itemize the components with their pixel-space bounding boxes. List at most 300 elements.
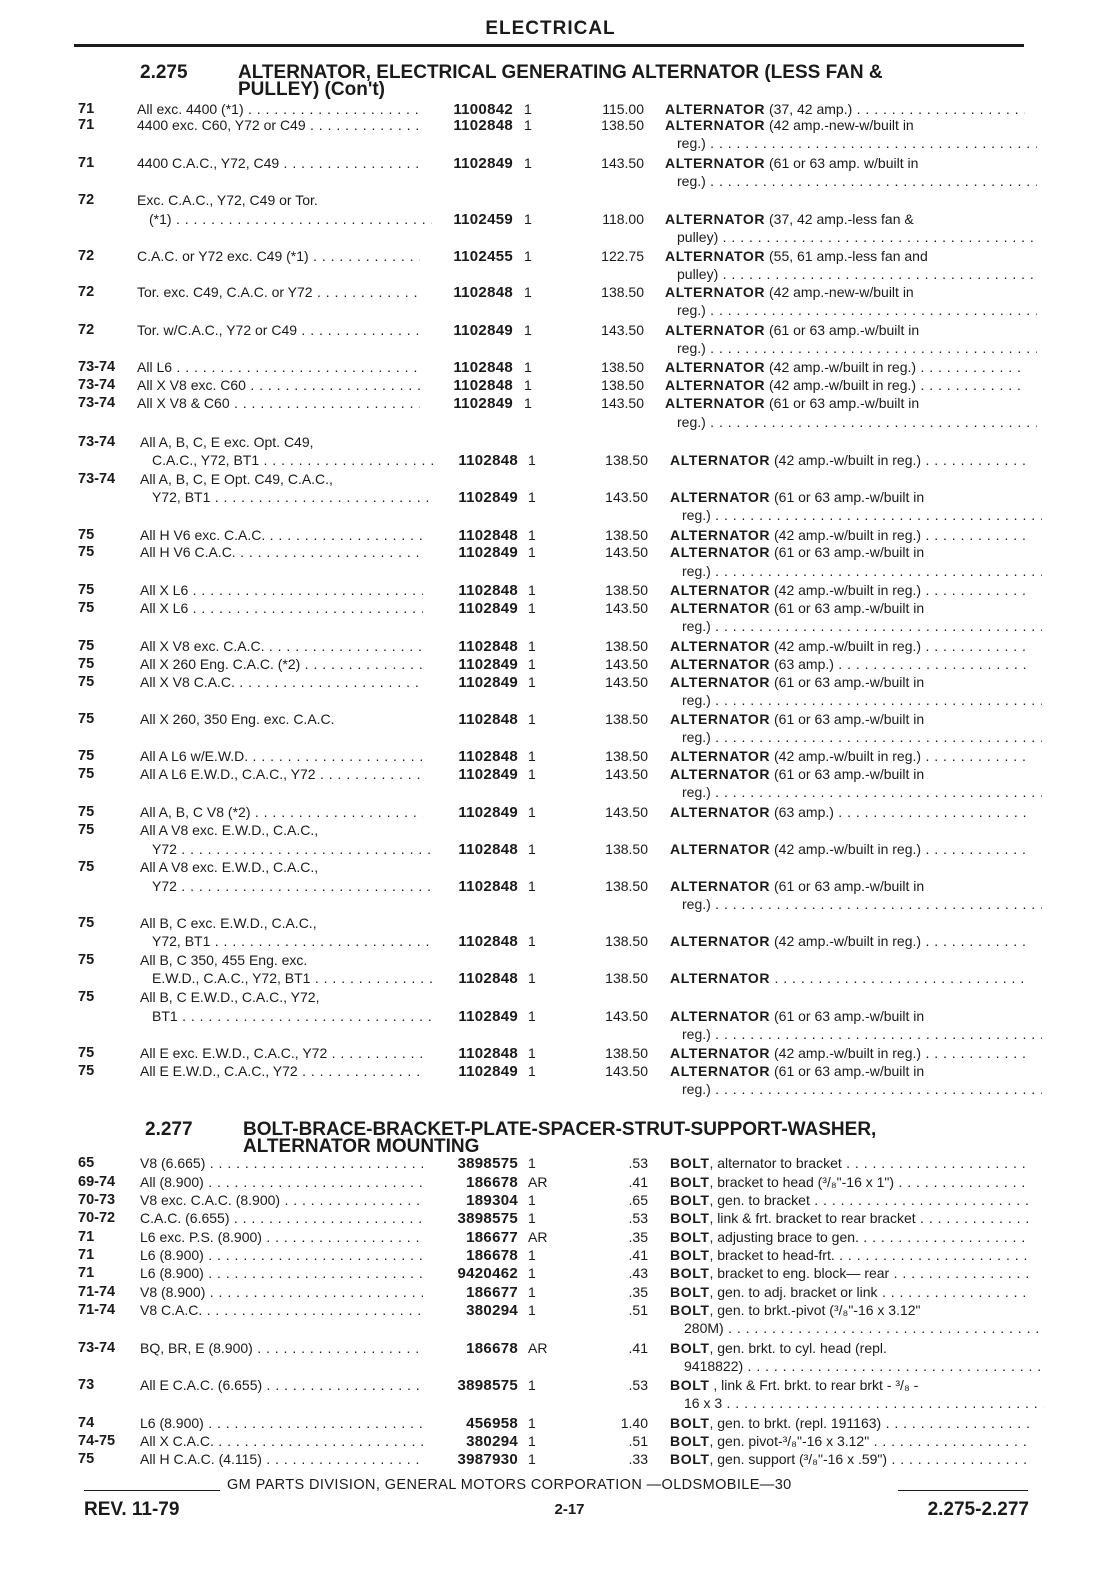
model-year: 75	[78, 600, 95, 616]
table-row	[0, 1062, 1105, 1081]
description	[670, 728, 1042, 747]
part-name: BOLT	[670, 1247, 710, 1263]
description	[670, 1154, 1030, 1173]
table-row	[0, 451, 1105, 470]
description-text: (61 or 63 amp.-w/built in	[770, 489, 925, 505]
part-number: 380294	[466, 1433, 518, 1450]
part-number: 1102849	[458, 766, 518, 783]
quantity: 1	[528, 582, 536, 598]
model-year: 71	[78, 1229, 95, 1245]
quantity: 1	[528, 1192, 536, 1208]
part-name: BOLT	[670, 1377, 710, 1393]
table-row	[0, 1007, 1105, 1026]
part-name: ALTERNATOR	[670, 674, 771, 690]
table-row	[0, 506, 1105, 525]
part-number: 1102848	[458, 878, 518, 895]
part-number: 456958	[466, 1415, 518, 1432]
description-text: (42 amp.-new-w/built in	[765, 117, 914, 133]
description-text: (37, 42 amp.-less fan &	[765, 211, 914, 227]
description	[670, 581, 1030, 600]
description	[670, 637, 1030, 656]
description	[670, 506, 1042, 525]
quantity: 1	[528, 638, 536, 654]
footer-publisher: GM PARTS DIVISION, GENERAL MOTORS CORPORATION —OLDSMOBILE—30	[227, 1477, 792, 1493]
quantity: 1	[528, 1451, 536, 1467]
model-year: 75	[78, 952, 95, 968]
quantity: 1	[528, 711, 536, 727]
model-year: 75	[78, 638, 95, 654]
description-text: reg.) . . .	[677, 135, 1037, 151]
description	[665, 210, 1025, 229]
quantity: 1	[528, 878, 536, 894]
price: 138.50	[605, 527, 648, 543]
description	[670, 1357, 1044, 1376]
application: All H C.A.C. (4.115) . . .	[140, 1450, 423, 1469]
part-number: 1102849	[453, 155, 513, 172]
table-row	[0, 172, 1105, 191]
section-number: 2.277	[145, 1119, 193, 1140]
description-text: , link & frt. bracket to rear bracket . . .	[709, 1210, 1030, 1226]
part-number: 1102459	[453, 211, 513, 228]
price: .43	[628, 1265, 648, 1281]
part-name: ALTERNATOR	[670, 878, 771, 894]
price: 143.50	[605, 489, 648, 505]
application: Exc. C.A.C., Y72, C49 or Tor.	[137, 192, 318, 208]
footer-section-range: 2.275-2.277	[927, 1499, 1029, 1520]
application: All X V8 C.A.C. . . .	[140, 673, 423, 692]
application: All X V8 exc. C60 . . .	[137, 376, 420, 395]
application: L6 (8.900) . . .	[140, 1246, 423, 1265]
part-number: 3987930	[457, 1451, 518, 1468]
price: 138.50	[605, 748, 648, 764]
description	[665, 339, 1037, 358]
description	[670, 747, 1030, 766]
description	[665, 394, 1025, 413]
price: 138.50	[605, 1045, 648, 1061]
application: All exc. 4400 (*1) . . .	[137, 100, 420, 119]
part-name: ALTERNATOR	[665, 322, 766, 338]
application: All X C.A.C. . . .	[140, 1432, 423, 1451]
description-text: (61 or 63 amp.-w/built in	[765, 395, 920, 411]
part-name: ALTERNATOR	[665, 284, 766, 300]
model-year: 65	[78, 1155, 95, 1171]
description	[670, 451, 1030, 470]
description	[670, 562, 1042, 581]
quantity: 1	[528, 1155, 536, 1171]
application: 4400 exc. C60, Y72 or C49 . . .	[137, 116, 420, 135]
table-row	[0, 339, 1105, 358]
part-name: ALTERNATOR	[670, 600, 771, 616]
part-name: BOLT	[670, 1433, 710, 1449]
description-text: reg.) . . .	[677, 340, 1037, 356]
price: 118.00	[602, 211, 644, 227]
application: Y72, BT1 . . .	[140, 932, 435, 951]
quantity: 1	[528, 841, 536, 857]
part-number: 1102849	[453, 395, 513, 412]
application: C.A.C. (6.655) . . .	[140, 1209, 423, 1228]
model-year: 75	[78, 748, 95, 764]
quantity: 1	[528, 452, 536, 468]
description	[670, 877, 1030, 896]
part-name: ALTERNATOR	[665, 248, 766, 264]
description-text: pulley) . . .	[677, 229, 1037, 245]
part-number: 1102849	[458, 544, 518, 561]
application: All B, C 350, 455 Eng. exc.	[140, 952, 308, 968]
part-name: ALTERNATOR	[670, 748, 771, 764]
price: 138.50	[605, 711, 648, 727]
description-text: (42 amp.-w/built in reg.) . . .	[770, 638, 1030, 654]
table-row	[0, 470, 1105, 489]
description-text: (42 amp.-w/built in reg.) . . .	[770, 527, 1030, 543]
model-year: 75	[78, 1451, 95, 1467]
model-year: 75	[78, 1045, 95, 1061]
description-text: , bracket to eng. block— rear . . .	[709, 1265, 1030, 1281]
price: .53	[628, 1377, 648, 1393]
description-text: reg.) . . .	[682, 896, 1042, 912]
part-name: BOLT	[670, 1155, 710, 1171]
table-row	[0, 914, 1105, 933]
part-name: BOLT	[670, 1340, 710, 1356]
quantity: 1	[528, 748, 536, 764]
price: .65	[628, 1192, 648, 1208]
description-text: (42 amp.-w/built in reg.) . . .	[770, 841, 1030, 857]
description-text: (42 amp.-w/built in reg.) . . .	[770, 1045, 1030, 1061]
description-text: (61 or 63 amp.-w/built in	[770, 766, 925, 782]
table-row	[0, 728, 1105, 747]
part-name: ALTERNATOR	[670, 841, 771, 857]
description-text: , gen. support (³/₈"-16 x .59") . . .	[709, 1451, 1030, 1467]
application: All A L6 w/E.W.D. . . .	[140, 747, 423, 766]
part-name: BOLT	[670, 1229, 710, 1245]
description	[670, 1301, 1030, 1320]
part-name: ALTERNATOR	[670, 489, 771, 505]
quantity: 1	[528, 1265, 536, 1281]
table-row	[0, 673, 1105, 692]
table-row	[0, 376, 1105, 395]
part-number: 1102849	[458, 489, 518, 506]
model-year: 72	[78, 322, 95, 338]
description-text: 280M) . . .	[684, 1320, 1044, 1336]
table-row	[0, 803, 1105, 822]
description	[665, 172, 1037, 191]
price: .53	[628, 1155, 648, 1171]
price: 143.50	[601, 322, 644, 338]
footer-rule-right	[898, 1490, 1028, 1491]
quantity: 1	[528, 933, 536, 949]
application: L6 (8.900) . . .	[140, 1264, 423, 1283]
part-name: BOLT	[670, 1265, 710, 1281]
page-number: 2-17	[554, 1501, 585, 1518]
table-row	[0, 247, 1105, 266]
model-year: 75	[78, 527, 95, 543]
quantity: 1	[528, 1377, 536, 1393]
price: 138.50	[605, 638, 648, 654]
quantity: 1	[528, 766, 536, 782]
part-name: ALTERNATOR	[670, 527, 771, 543]
table-row	[0, 210, 1105, 229]
table-row	[0, 1228, 1105, 1247]
description-text: , bracket to head (³/₈"-16 x 1") . . .	[709, 1174, 1030, 1190]
application: All A L6 E.W.D., C.A.C., Y72 . . .	[140, 765, 423, 784]
table-row	[0, 1450, 1105, 1469]
description-text: (61 or 63 amp.-w/built in	[770, 1063, 925, 1079]
table-row	[0, 1044, 1105, 1063]
quantity: 1	[528, 656, 536, 672]
model-year: 73-74	[78, 1340, 116, 1356]
quantity: AR	[528, 1174, 548, 1190]
description-text: (61 or 63 amp. w/built in	[765, 155, 919, 171]
footer-rule-left	[84, 1490, 220, 1491]
price: 138.50	[605, 452, 648, 468]
table-row	[0, 1414, 1105, 1433]
part-number: 1102849	[458, 600, 518, 617]
description-text: (42 amp.-w/built in reg.) . . .	[765, 377, 1025, 393]
price: 138.50	[601, 117, 644, 133]
price: 138.50	[601, 377, 644, 393]
application: All B, C E.W.D., C.A.C., Y72,	[140, 989, 320, 1005]
price: 143.50	[605, 674, 648, 690]
model-year: 75	[78, 674, 95, 690]
part-number: 1102848	[458, 638, 518, 655]
section-title-line: PULLEY) (Con't)	[238, 79, 385, 100]
part-name: ALTERNATOR	[665, 211, 766, 227]
table-row	[0, 283, 1105, 302]
description	[665, 358, 1025, 377]
part-number: 1102849	[458, 1008, 518, 1025]
model-year: 75	[78, 859, 95, 875]
description	[665, 265, 1037, 284]
price: 143.50	[605, 600, 648, 616]
price: .51	[628, 1302, 648, 1318]
description-text: reg.) . . .	[682, 692, 1042, 708]
quantity: 1	[524, 395, 532, 411]
description	[665, 283, 1025, 302]
description	[670, 1173, 1030, 1192]
part-number: 1102848	[458, 748, 518, 765]
quantity: 1	[524, 322, 532, 338]
description	[670, 1414, 1030, 1433]
quantity: 1	[528, 600, 536, 616]
description	[665, 413, 1037, 432]
price: .41	[628, 1247, 648, 1263]
part-name: ALTERNATOR	[665, 395, 766, 411]
description	[670, 1339, 1030, 1358]
description	[670, 1062, 1030, 1081]
table-row	[0, 1339, 1105, 1358]
table-row	[0, 1319, 1105, 1338]
description-text: 9418822) . . .	[684, 1358, 1044, 1374]
section-title	[238, 64, 883, 98]
part-name: ALTERNATOR	[670, 544, 771, 560]
model-year: 69-74	[78, 1174, 116, 1190]
part-number: 1102849	[458, 1063, 518, 1080]
model-year: 75	[78, 915, 95, 931]
description-text: (42 amp.-w/built in reg.) . . .	[770, 748, 1030, 764]
description	[670, 1319, 1044, 1338]
application: V8 C.A.C. . . .	[140, 1301, 423, 1320]
table-row	[0, 433, 1105, 452]
description	[670, 691, 1042, 710]
table-row	[0, 394, 1105, 413]
header-rule	[74, 44, 1024, 47]
description-text: , bracket to head-frt. . . .	[709, 1247, 1030, 1263]
description-text: (42 amp.-w/built in reg.) . . .	[770, 933, 1030, 949]
part-name: BOLT	[670, 1302, 710, 1318]
price: 138.50	[605, 970, 648, 986]
table-row	[0, 321, 1105, 340]
table-row	[0, 858, 1105, 877]
header-title: ELECTRICAL	[485, 18, 616, 39]
description	[670, 1450, 1030, 1469]
table-row	[0, 691, 1105, 710]
price: 122.75	[601, 248, 644, 264]
application: 4400 C.A.C., Y72, C49 . . .	[137, 154, 420, 173]
part-number: 9420462	[457, 1265, 518, 1282]
description	[665, 247, 1025, 266]
description-text: (42 amp.-new-w/built in	[765, 284, 914, 300]
description	[670, 1394, 1044, 1413]
model-year: 73-74	[78, 395, 116, 411]
application: All A, B, C, E exc. Opt. C49,	[140, 434, 314, 450]
quantity: 1	[524, 211, 532, 227]
part-name: BOLT	[670, 1415, 710, 1431]
description-text: reg.) . . .	[677, 414, 1037, 430]
description-text: reg.) . . .	[682, 507, 1042, 523]
price: 138.50	[605, 933, 648, 949]
part-number: 1102848	[453, 284, 513, 301]
model-year: 70-73	[78, 1192, 116, 1208]
table-row	[0, 1191, 1105, 1210]
description	[665, 321, 1025, 340]
table-row	[0, 1080, 1105, 1099]
description-text: (42 amp.-w/built in reg.) . . .	[765, 359, 1025, 375]
table-row	[0, 1209, 1105, 1228]
application: All X L6 . . .	[140, 581, 423, 600]
application: All A, B, C V8 (*2) . . .	[140, 803, 423, 822]
quantity: 1	[524, 284, 532, 300]
part-number: 1102848	[453, 377, 513, 394]
description	[665, 134, 1037, 153]
application: All (8.900) . . .	[140, 1173, 423, 1192]
table-row	[0, 1301, 1105, 1320]
description	[665, 154, 1025, 173]
description	[670, 488, 1030, 507]
part-number: 186677	[466, 1229, 518, 1246]
application: All L6 . . .	[137, 358, 420, 377]
price: .35	[628, 1284, 648, 1300]
application: E.W.D., C.A.C., Y72, BT1 . . .	[140, 969, 435, 988]
part-number: 1102848	[453, 359, 513, 376]
price: .41	[628, 1340, 648, 1356]
application: Y72 . . .	[140, 877, 435, 896]
model-year: 71	[78, 1247, 95, 1263]
model-year: 75	[78, 822, 95, 838]
application: All X L6 . . .	[140, 599, 423, 618]
description	[670, 1283, 1030, 1302]
application: All B, C exc. E.W.D., C.A.C.,	[140, 915, 317, 931]
model-year: 73-74	[78, 434, 116, 450]
application: V8 (6.665) . . .	[140, 1154, 423, 1173]
part-number: 1102848	[458, 841, 518, 858]
quantity: 1	[528, 1247, 536, 1263]
description	[670, 969, 1030, 988]
description	[670, 803, 1030, 822]
part-number: 1102848	[458, 582, 518, 599]
part-number: 1102848	[458, 452, 518, 469]
part-name: ALTERNATOR	[670, 452, 771, 468]
quantity: 1	[528, 1415, 536, 1431]
application: All X V8 exc. C.A.C. . . .	[140, 637, 423, 656]
model-year: 72	[78, 192, 95, 208]
section-title	[243, 1121, 876, 1155]
description-text: (63 amp.) . . .	[770, 656, 1030, 672]
description-text: , alternator to bracket . . .	[709, 1155, 1030, 1171]
part-number: 1102848	[453, 117, 513, 134]
application: BQ, BR, E (8.900) . . .	[140, 1339, 423, 1358]
price: 138.50	[605, 582, 648, 598]
quantity: 1	[528, 674, 536, 690]
part-number: 1102849	[458, 804, 518, 821]
table-row	[0, 1432, 1105, 1451]
part-number: 3898575	[457, 1155, 518, 1172]
table-row	[0, 932, 1105, 951]
description	[670, 1376, 1030, 1395]
table-row	[0, 1025, 1105, 1044]
model-year: 70-72	[78, 1210, 116, 1226]
quantity: 1	[524, 248, 532, 264]
part-number: 186678	[466, 1340, 518, 1357]
description	[665, 376, 1025, 395]
description	[670, 1044, 1030, 1063]
price: .35	[628, 1229, 648, 1245]
table-row	[0, 1376, 1105, 1395]
description-text: reg.) . . .	[682, 618, 1042, 634]
table-row	[0, 988, 1105, 1007]
table-row	[0, 301, 1105, 320]
description-text: , gen. to bracket . . .	[709, 1192, 1030, 1208]
quantity: AR	[528, 1340, 548, 1356]
application: V8 exc. C.A.C. (8.900) . . .	[140, 1191, 423, 1210]
table-row	[0, 969, 1105, 988]
section-title-line: BOLT-BRACE-BRACKET-PLATE-SPACER-STRUT-SUPPORT-WASHER,	[243, 1119, 877, 1140]
table-row	[0, 747, 1105, 766]
table-row	[0, 710, 1105, 729]
model-year: 71	[78, 101, 95, 117]
table-row	[0, 783, 1105, 802]
description-text: reg.) . . .	[682, 729, 1042, 745]
quantity: 1	[524, 377, 532, 393]
table-row	[0, 877, 1105, 896]
description	[670, 1246, 1030, 1265]
description-text: (42 amp.-w/built in reg.) . . .	[770, 582, 1030, 598]
model-year: 71	[78, 155, 95, 171]
part-name: ALTERNATOR	[670, 656, 771, 672]
part-name: ALTERNATOR	[670, 582, 771, 598]
price: 143.50	[601, 155, 644, 171]
price: 143.50	[605, 1063, 648, 1079]
application: All H V6 C.A.C. . . .	[140, 543, 423, 562]
application: All E E.W.D., C.A.C., Y72 . . .	[140, 1062, 423, 1081]
description	[670, 673, 1030, 692]
application: BT1 . . .	[140, 1007, 435, 1026]
description-text: (61 or 63 amp.-w/built in	[770, 1008, 925, 1024]
description	[670, 1191, 1030, 1210]
application: (*1) . . .	[137, 210, 432, 229]
part-number: 1102848	[458, 970, 518, 987]
table-row	[0, 191, 1105, 210]
quantity: 1	[524, 117, 532, 133]
description	[670, 655, 1030, 674]
